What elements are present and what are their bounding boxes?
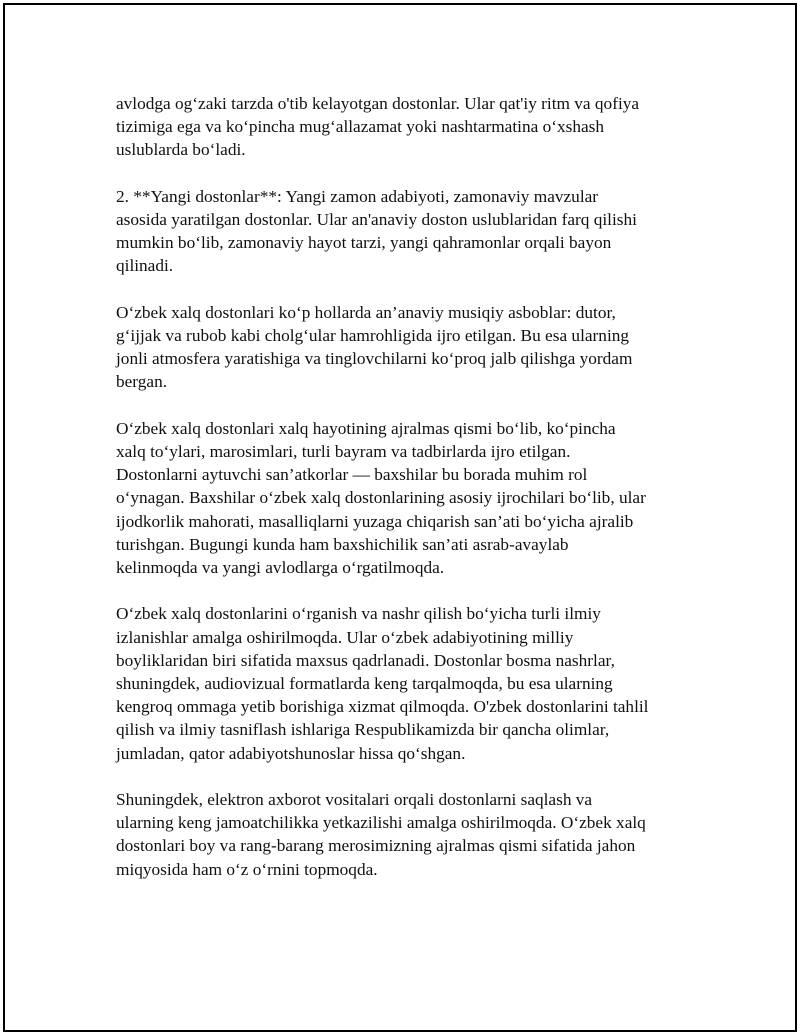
paragraph-new-epics: 2. **Yangi dostonlar**: Yangi zamon adabiyoti, zamonaviy mavzular asosida yaratilgan dostonlar. Ular an'anaviy doston uslublaridan farq qilishi mumkin bo‘lib, zamonaviy hayot tarzi, yangi qahramonlar orqali bayon qilinadi. xyxy=(116,186,637,276)
paragraph-electronic-media: Shuningdek, elektron axborot vositalari orqali dostonlarni saqlash va ularning keng jamoatchilikka yetkazilishi amalga oshirilmoqda. O‘zbek xalq dostonlari boy va rang-barang merosimizning ajralmas qismi sifatida jahon miqyosida ham o‘z o‘rnini topmoqda. xyxy=(116,790,646,879)
paragraph-musical-instruments: O‘zbek xalq dostonlari ko‘p hollarda an’anaviy musiqiy asboblar: dutor, g‘ijjak va rubob kabi cholg‘ular hamrohligida ijro etilgan. Bu esa ularning jonli atmosfera yaratishiga va tinglovchilarni ko‘proq jalb qilishga yordam bergan. xyxy=(116,302,633,392)
paragraph-research: O‘zbek xalq dostonlarini o‘rganish va nashr qilish bo‘yicha turli ilmiy izlanishlar amalga oshirilmoqda. Ular o‘zbek adabiyotining milliy boyliklaridan biri sifatida maxsus qadrlanadi. Dostonlar bosma nashrlar, shuningdek, audiovizual formatlarda keng tarqalmoqda, bu esa ularning kengroq ommaga yetib borishiga xizmat qilmoqda. O'zbek dostonlarini tahlil qilish va ilmiy tasniflash ishlariga Respublikamizda bir qancha olimlar, jumladan, qator adabiyotshunoslar hissa qo‘shgan. xyxy=(116,604,649,763)
document-body xyxy=(116,92,716,904)
paragraph-baxshilar: O‘zbek xalq dostonlari xalq hayotining ajralmas qismi bo‘lib, ko‘pincha xalq to‘ylari, marosimlari, turli bayram va tadbirlarda ijro etilgan. Dostonlarni aytuvchi san’atkorlar — baxshilar bu borada muhim rol o‘ynagan. Baxshilar o‘zbek xalq dostonlarining asosiy ijrochilari bo‘lib, ular ijodkorlik mahorati, masalliqlarni yuzaga chiqarish san’ati bo‘yicha ajralib turishgan. Bugungi kunda ham baxshichilik san’ati asrab-avaylab kelinmoqda va yangi avlodlarga o‘rgatilmoqda. xyxy=(116,418,646,578)
paragraph-oral-epics: avlodga og‘zaki tarzda o'tib kelayotgan dostonlar. Ular qat'iy ritm va qofiya tizimiga ega va ko‘pincha mug‘allazamat yoki nashtarmatina o‘xshash uslublarda bo‘ladi. xyxy=(116,94,640,160)
